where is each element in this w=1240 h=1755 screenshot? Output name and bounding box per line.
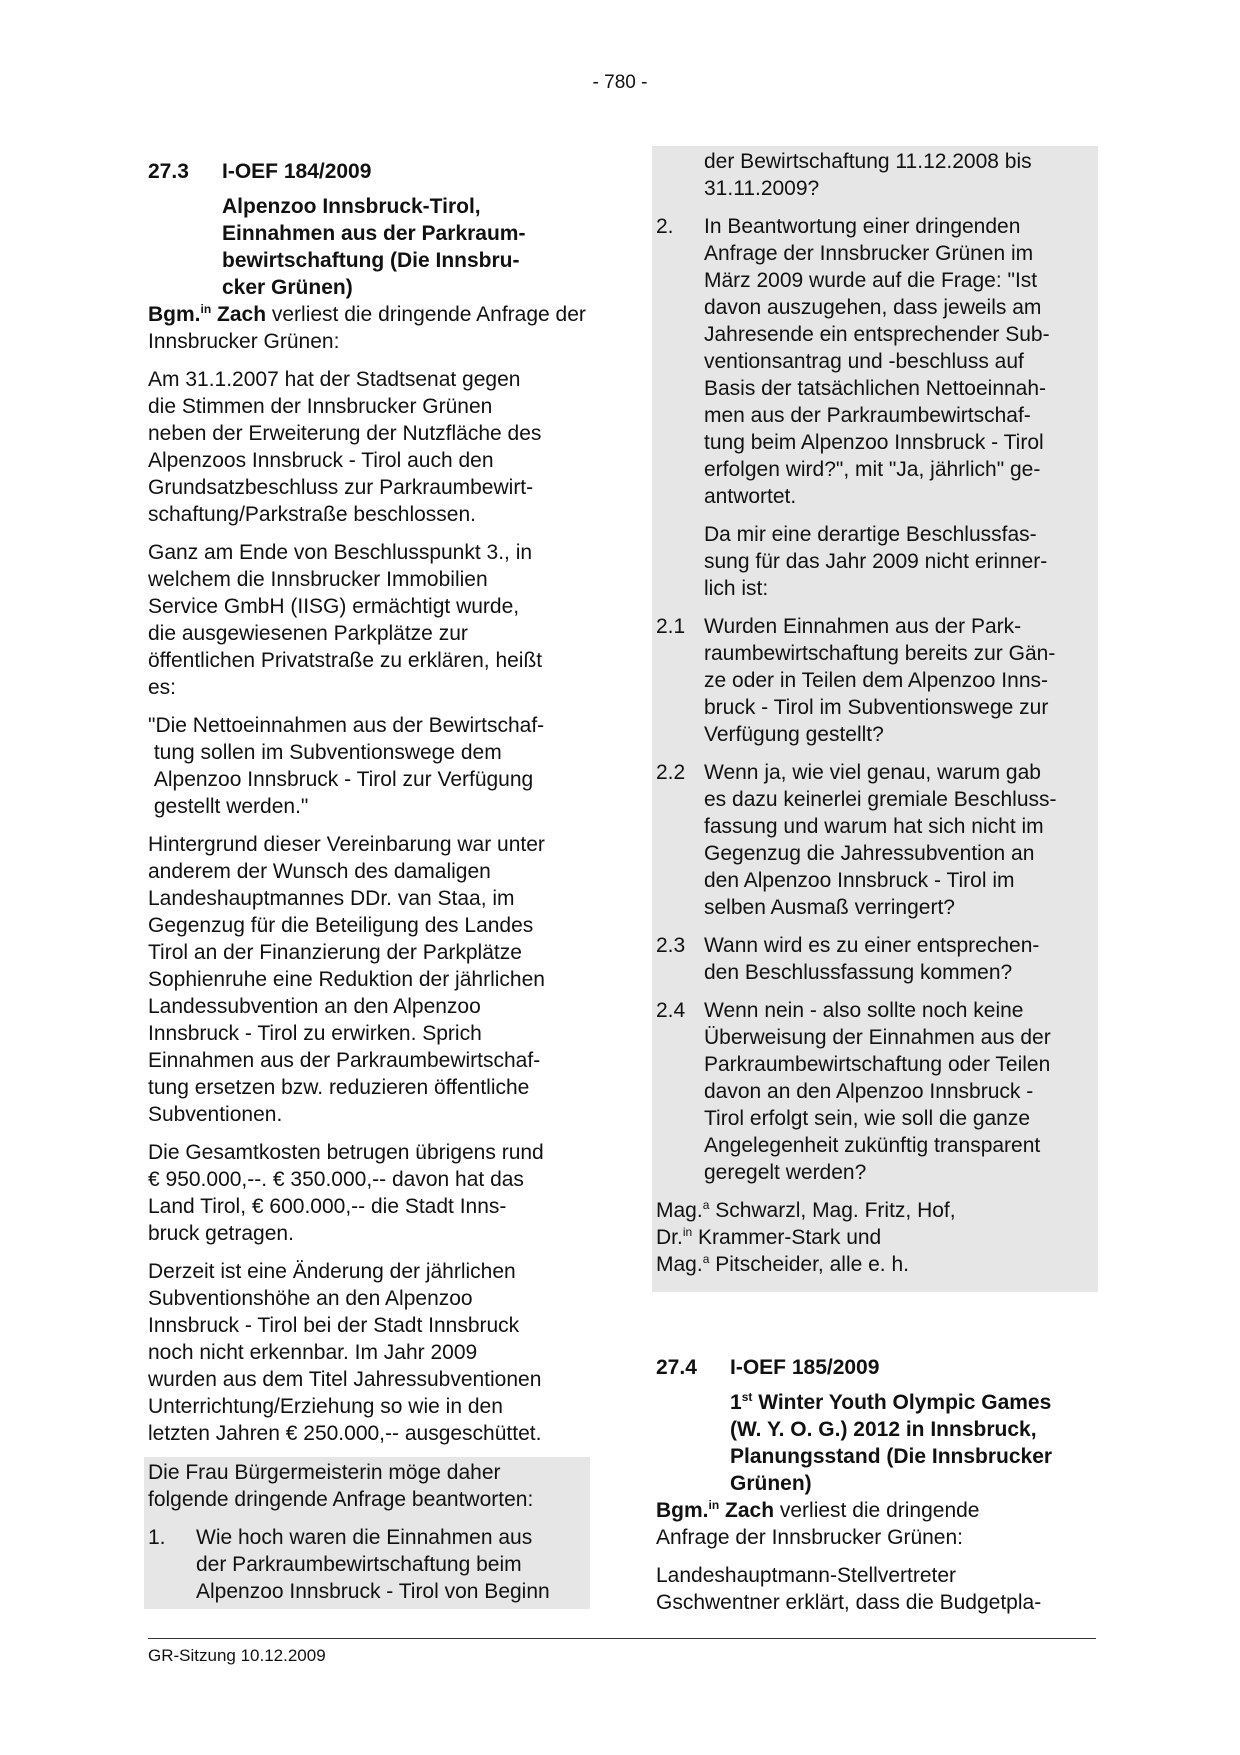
title-line: Einnahmen aus der Parkraum- <box>222 222 526 245</box>
title-sup: a <box>702 1252 710 1266</box>
line: Überweisung der Einnahmen aus der <box>704 1026 1051 1049</box>
question-number: 2.3 <box>656 934 686 957</box>
section-27-4 <box>656 1354 1100 1616</box>
line: der Bewirtschaftung 11.12.2008 bis <box>704 150 1032 173</box>
line: Die Frau Bürgermeisterin möge daher <box>148 1461 501 1484</box>
intro-text: verliest die dringende Anfrage der Innsbrucker Grünen: <box>148 303 586 353</box>
line: Alpenzoos Innsbruck - Tirol auch den <box>148 449 494 472</box>
line: Tirol erfolgt sein, wie soll die ganze <box>704 1107 1031 1130</box>
line: Gschwentner erklärt, dass die Budgetpla- <box>656 1591 1042 1614</box>
right-column-inquiry <box>656 148 1100 1278</box>
line: Unterrichtung/Erziehung so wie in den <box>148 1395 503 1418</box>
line: 31.11.2009? <box>704 177 820 200</box>
section-heading-27-3 <box>148 158 590 185</box>
title-line: Alpenzoo Innsbruck-Tirol, <box>222 195 481 218</box>
section-title <box>222 193 590 301</box>
line: antwortet. <box>704 485 797 508</box>
question-number: 2.1 <box>656 615 686 638</box>
inquiry-box-left <box>144 1457 590 1609</box>
line: anderem der Wunsch des damaligen <box>148 860 491 883</box>
speaker-name: Zach <box>211 303 267 326</box>
names: Krammer-Stark und <box>692 1226 882 1249</box>
line: Anfrage der Innsbrucker Grünen im <box>704 242 1034 265</box>
left-column <box>148 158 590 1609</box>
line: Innsbruck - Tirol bei der Stadt Innsbruck <box>148 1314 520 1337</box>
line: ze oder in Teilen dem Alpenzoo Inns- <box>704 669 1048 692</box>
line: Gegenzug die Jahressubvention an <box>704 842 1035 865</box>
question-text <box>704 613 1100 748</box>
question-text <box>704 932 1100 986</box>
line: Da mir eine derartige Beschlussfas- <box>704 523 1037 546</box>
line: Angelegenheit zukünftig transparent <box>704 1134 1041 1157</box>
line: Wann wird es zu einer entsprechen- <box>704 934 1040 957</box>
line: € 950.000,--. € 350.000,-- davon hat das <box>148 1168 524 1191</box>
title-text: Winter Youth Olympic Games <box>752 1391 1052 1414</box>
title-line: Planungsstand (Die Innsbrucker <box>730 1445 1053 1468</box>
line: lich ist: <box>704 577 769 600</box>
line: noch nicht erkennbar. Im Jahr 2009 <box>148 1341 478 1364</box>
line: Innsbruck - Tirol zu erwirken. Sprich <box>148 1022 482 1045</box>
line: "Die Nettoeinnahmen aus der Bewirtschaf- <box>148 714 545 737</box>
section-heading-27-4 <box>656 1354 1100 1381</box>
line: Ganz am Ende von Beschlusspunkt 3., in <box>148 541 533 564</box>
question-2-1 <box>656 613 1100 748</box>
line: neben der Erweiterung der Nutzfläche des <box>148 422 542 445</box>
line: schaftung/Parkstraße beschlossen. <box>148 503 477 526</box>
question-text <box>196 1524 586 1605</box>
line: den Alpenzoo Innsbruck - Tirol im <box>704 869 1015 892</box>
line: Alpenzoo Innsbruck - Tirol zur Verfügung <box>153 768 534 791</box>
question-2-2 <box>656 759 1100 921</box>
question-number: 2. <box>656 215 674 238</box>
paragraph-3 <box>148 831 590 1128</box>
line: Subventionshöhe an den Alpenzoo <box>148 1287 473 1310</box>
line: Basis der tatsächlichen Nettoeinnah- <box>704 377 1047 400</box>
line: es: <box>148 676 177 699</box>
question-number: 2.2 <box>656 761 686 784</box>
line: tung sollen im Subventionswege dem <box>153 741 502 764</box>
section-title <box>730 1389 1100 1497</box>
question-1 <box>148 1524 586 1605</box>
question-number: 1. <box>148 1526 166 1549</box>
line: Grundsatzbeschluss zur Parkraumbewirt- <box>148 476 534 499</box>
question-2-4 <box>656 997 1100 1186</box>
line: tung ersetzen bzw. reduzieren öffentliche <box>148 1076 530 1099</box>
line: Verfügung gestellt? <box>704 723 884 746</box>
line: Subventionen. <box>148 1103 283 1126</box>
title-number: 1 <box>730 1391 742 1414</box>
line: Einnahmen aus der Parkraumbewirtschaf- <box>148 1049 541 1072</box>
line: tung beim Alpenzoo Innsbruck - Tirol <box>704 431 1044 454</box>
followup-text <box>704 521 1100 602</box>
line: Land Tirol, € 600.000,-- die Stadt Inns- <box>148 1195 507 1218</box>
title-line: Grünen) <box>730 1472 812 1495</box>
paragraph-5 <box>148 1258 590 1447</box>
line: Service GmbH (IISG) ermächtigt wurde, <box>148 595 520 618</box>
line: geregelt werden? <box>704 1161 867 1184</box>
title-line: (W. Y. O. G.) 2012 in Innsbruck, <box>730 1418 1037 1441</box>
line: Wenn nein - also sollte noch keine <box>704 999 1024 1022</box>
speaker-sup: in <box>708 1498 720 1512</box>
footer-divider <box>148 1638 1096 1639</box>
names: Pitscheider, alle e. h. <box>709 1253 909 1276</box>
line: Parkraumbewirtschaftung oder Teilen <box>704 1053 1051 1076</box>
line: Tirol an der Finanzierung der Parkplätze <box>148 941 522 964</box>
intro-text: Anfrage der Innsbrucker Grünen: <box>656 1526 964 1549</box>
question-text <box>704 759 1100 921</box>
line: die Stimmen der Innsbrucker Grünen <box>148 395 493 418</box>
line: Die Gesamtkosten betrugen übrigens rund <box>148 1141 544 1164</box>
title-line: cker Grünen) <box>222 276 353 299</box>
signatories <box>656 1197 1100 1278</box>
quote-paragraph <box>148 712 590 820</box>
title-line: bewirtschaftung (Die Innsbru- <box>222 249 520 272</box>
speaker-title: Bgm. <box>656 1499 709 1522</box>
footer: GR-Sitzung 10.12.2009 <box>148 1646 326 1665</box>
section-number: 27.4 <box>656 1356 697 1379</box>
line: welchem die Innsbrucker Immobilien <box>148 568 488 591</box>
title-sup: in <box>682 1225 693 1239</box>
title-abbr: Dr. <box>656 1226 683 1249</box>
section-number: 27.3 <box>148 160 189 183</box>
line: der Parkraumbewirtschaftung beim <box>196 1553 522 1576</box>
question-text <box>704 148 1100 202</box>
section-id: I-OEF 184/2009 <box>222 160 372 183</box>
question-2 <box>656 213 1100 510</box>
line: bruck getragen. <box>148 1222 294 1245</box>
title-sup: st <box>741 1390 753 1404</box>
question-1-continued <box>656 148 1100 202</box>
line: es dazu keinerlei gremiale Beschluss- <box>704 788 1057 811</box>
speaker-sup: in <box>200 302 212 316</box>
title-abbr: Mag. <box>656 1253 703 1276</box>
page-number: - 780 - <box>592 72 648 93</box>
line: ventionsantrag und -beschluss auf <box>704 350 1024 373</box>
line: Landeshauptmann-Stellvertreter <box>656 1564 957 1587</box>
paragraph-2 <box>148 539 590 701</box>
question-text <box>704 213 1100 510</box>
paragraph-1 <box>148 366 590 528</box>
line: selben Ausmaß verringert? <box>704 896 955 919</box>
line: Hintergrund dieser Vereinbarung war unter <box>148 833 545 856</box>
line: bruck - Tirol im Subventionswege zur <box>704 696 1049 719</box>
section-id: I-OEF 185/2009 <box>730 1356 880 1379</box>
line: Wurden Einnahmen aus der Park- <box>704 615 1022 638</box>
intro-paragraph <box>656 1497 1100 1551</box>
title-abbr: Mag. <box>656 1199 703 1222</box>
title-sup: a <box>702 1198 710 1212</box>
question-text <box>704 997 1100 1186</box>
question-2-3 <box>656 932 1100 986</box>
line: Sophienruhe eine Reduktion der jährlichen <box>148 968 545 991</box>
line: fassung und warum hat sich nicht im <box>704 815 1044 838</box>
line: Jahresende ein entsprechender Sub- <box>704 323 1050 346</box>
line: Landessubvention an den Alpenzoo <box>148 995 481 1018</box>
paragraph-4 <box>148 1139 590 1247</box>
line: öffentlichen Privatstraße zu erklären, heißt <box>148 649 543 672</box>
line: raumbewirtschaftung bereits zur Gän- <box>704 642 1056 665</box>
inquiry-intro <box>148 1459 586 1513</box>
speaker-name: Zach <box>719 1499 775 1522</box>
line: Wie hoch waren die Einnahmen aus <box>196 1526 533 1549</box>
line: die ausgewiesenen Parkplätze zur <box>148 622 468 645</box>
speaker-title: Bgm. <box>148 303 201 326</box>
line: wurden aus dem Titel Jahressubventionen <box>148 1368 542 1391</box>
line: folgende dringende Anfrage beantworten: <box>148 1488 534 1511</box>
line: gestellt werden." <box>153 795 309 818</box>
line: davon an den Alpenzoo Innsbruck - <box>704 1080 1034 1103</box>
line: men aus der Parkraumbewirtschaf- <box>704 404 1031 427</box>
line: erfolgen wird?", mit "Ja, jährlich" ge- <box>704 458 1041 481</box>
line: Wenn ja, wie viel genau, warum gab <box>704 761 1041 784</box>
line: In Beantwortung einer dringenden <box>704 215 1021 238</box>
line: den Beschlussfassung kommen? <box>704 961 1013 984</box>
line: Gegenzug für die Beteiligung des Landes <box>148 914 534 937</box>
question-2-followup <box>656 521 1100 602</box>
line: sung für das Jahr 2009 nicht erinner- <box>704 550 1048 573</box>
line: davon auszugehen, dass jeweils am <box>704 296 1042 319</box>
intro-paragraph <box>148 301 590 355</box>
title-line <box>730 1389 1100 1416</box>
line: Derzeit ist eine Änderung der jährlichen <box>148 1260 516 1283</box>
names: Schwarzl, Mag. Fritz, Hof, <box>709 1199 956 1222</box>
line: Am 31.1.2007 hat der Stadtsenat gegen <box>148 368 521 391</box>
line: letzten Jahren € 250.000,-- ausgeschüttet. <box>148 1422 542 1445</box>
line: Landeshauptmannes DDr. van Staa, im <box>148 887 515 910</box>
paragraph-last <box>656 1562 1100 1616</box>
question-number: 2.4 <box>656 999 686 1022</box>
line: Alpenzoo Innsbruck - Tirol von Beginn <box>196 1580 550 1603</box>
line: März 2009 wurde auf die Frage: "Ist <box>704 269 1038 292</box>
intro-text: verliest die dringende <box>774 1499 980 1522</box>
